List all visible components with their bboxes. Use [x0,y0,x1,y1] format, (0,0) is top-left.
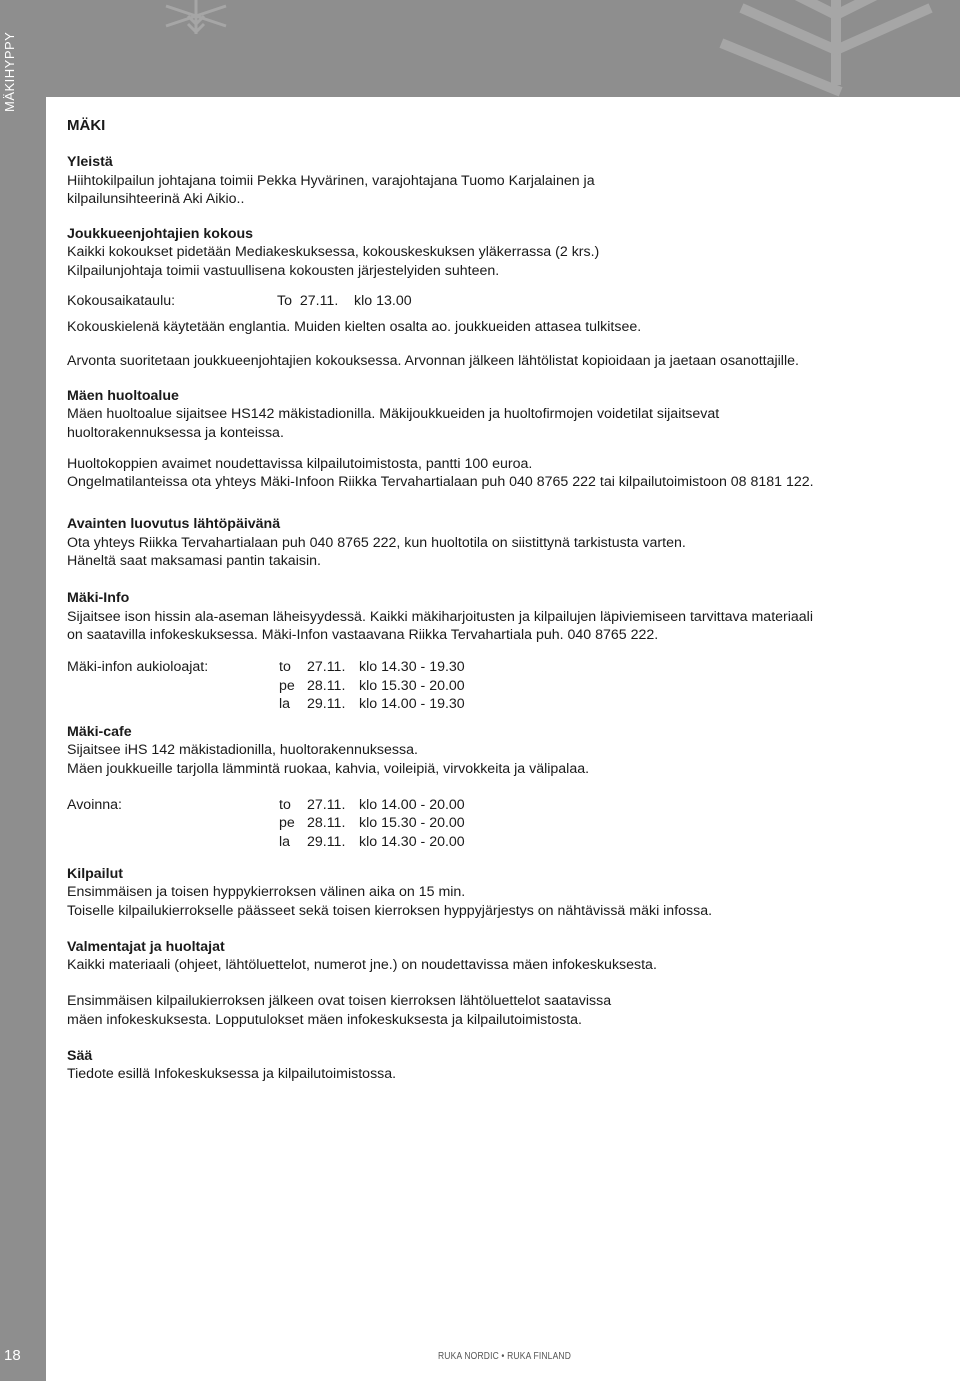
hours-day: to [279,659,291,676]
main-content [67,117,937,1101]
table-row [67,677,465,695]
hours-day: la [279,833,291,850]
section-heading: Mäki-cafe [67,724,132,741]
section-heading: Mäen huoltoalue [67,387,179,404]
section-joukkue [67,225,937,280]
info-hours-table [67,658,465,713]
section-heading: Kilpailut [67,865,123,882]
hours-date: 27.11. [307,659,346,676]
hours-time: klo 15.30 - 20.00 [359,677,465,694]
section-label: MÄKIHYPPY [2,31,17,112]
section-yleista [67,153,937,208]
body-text: Kilpailunjohtaja toimii vastuullisena kokousten järjestelyiden suhteen. [67,262,500,279]
body-text: Sijaitsee ison hissin ala-aseman läheisyydessä. Kaikki mäkiharjoitusten ja kilpailujen läpiviemiseen tarvittava materiaali [67,608,813,625]
hours-label: Mäki-infon aukioloajat: [67,659,209,676]
section-heading: Avainten luovutus lähtöpäivänä [67,516,281,533]
page-title: MÄKI [67,117,106,134]
schedule-value: To 27.11. klo 13.00 [277,293,412,310]
footer-brand: RUKA NORDIC • RUKA FINLAND [438,1351,572,1362]
schedule-label: Kokousaikataulu: [67,293,176,310]
cafe-hours-table [67,796,465,851]
hours-day: la [279,695,291,712]
table-row [67,695,465,713]
hours-day: pe [279,677,295,694]
snowflake-icon [151,0,241,36]
body-text: Ensimmäisen ja toisen hyppykierroksen välinen aika on 15 min. [67,884,466,901]
hours-date: 27.11. [307,797,346,814]
body-text: Häneltä saat maksamasi pantin takaisin. [67,553,321,570]
section-makiinfo [67,589,937,644]
hours-time: klo 14.00 - 20.00 [359,797,465,814]
table-row [67,658,465,676]
body-text: Hiihtokilpailun johtajana toimii Pekka Hyvärinen, varajohtajana Tuomo Karjalainen ja [67,172,595,189]
hours-time: klo 14.00 - 19.30 [359,695,465,712]
hours-date: 29.11. [307,833,346,850]
section-kilpailut [67,865,937,920]
body-text: Ota yhteys Riikka Tervahartialaan puh 040 8765 222, kun huoltotila on siistittynä tarkistusta varten. [67,534,686,551]
body-text: Huoltokoppien avaimet noudettavissa kilpailutoimistosta, pantti 100 euroa. [67,455,533,472]
hours-date: 28.11. [307,815,346,832]
body-text: kilpailunsihteerinä Aki Aikio.. [67,190,245,207]
section-makicafe [67,723,937,778]
section-heading: Valmentajat ja huoltajat [67,938,225,955]
table-row [67,814,465,832]
body-text: mäen infokeskuksesta. Lopputulokset mäen infokeskuksesta ja kilpailutoimistosta. [67,1011,582,1028]
body-text: Ongelmatilanteissa ota yhteys Mäki-Infoon Riikka Tervahartialaan puh 040 8765 222 tai kilpailutoimistoon 08 8181 122. [67,474,814,491]
body-text: Ensimmäisen kilpailukierroksen jälkeen ovat toisen kierroksen lähtöluettelot saatavissa [67,993,612,1010]
language-note: Kokouskielenä käytetään englantia. Muiden kielten osalta ao. joukkueiden attasea tulkitsee. [67,319,642,336]
section-valmentajat [67,938,937,975]
hours-time: klo 14.30 - 19.30 [359,659,465,676]
body-text: Mäen huoltoalue sijaitsee HS142 mäkistadionilla. Mäkijoukkueiden ja huoltofirmojen voidetilat sijaitsevat [67,406,720,423]
section-saa [67,1047,937,1084]
section-heading: Yleistä [67,154,113,171]
draw-note: Arvonta suoritetaan joukkueenjohtajien kokouksessa. Arvonnan jälkeen lähtölistat kopioidaan ja jaetaan osanottajille. [67,352,799,369]
tree-icon [686,0,936,97]
body-text: on saatavilla infokeskuksessa. Mäki-Infon vastaavana Riikka Tervahartiala puh. 040 8765 222. [67,626,659,643]
hours-time: klo 14.30 - 20.00 [359,833,465,850]
sidebar [0,0,46,1381]
body-text: Kaikki kokoukset pidetään Mediakeskuksessa, kokouskeskuksen yläkerrassa (2 krs.) [67,244,600,261]
body-text: huoltorakennuksessa ja konteissa. [67,424,284,441]
section-valmentajat-results [67,992,937,1029]
table-row [67,796,465,814]
body-text: Mäen joukkueille tarjolla lämmintä ruokaa, kahvia, voileipiä, virvokkeita ja välipalaa. [67,760,590,777]
hours-day: pe [279,815,295,832]
section-huoltoalue-keys [67,455,937,492]
section-heading: Joukkueenjohtajien kokous [67,226,254,243]
body-text: Tiedote esillä Infokeskuksessa ja kilpailutoimistossa. [67,1066,397,1083]
hours-date: 29.11. [307,695,346,712]
body-text: Kaikki materiaali (ohjeet, lähtöluettelot, numerot jne.) on noudettavissa mäen infokeskuksesta. [67,957,657,974]
hours-date: 28.11. [307,677,346,694]
page-number: 18 [0,1336,46,1381]
hours-time: klo 15.30 - 20.00 [359,815,465,832]
hours-day: to [279,797,291,814]
meeting-schedule [67,292,937,310]
body-text: Toiselle kilpailukierrokselle päässeet sekä toisen kierroksen hyppyjärjestys on nähtävissä mäki infossa. [67,902,713,919]
table-row [67,833,465,851]
header-banner [46,0,960,97]
section-heading: Sää [67,1047,93,1064]
section-heading: Mäki-Info [67,590,130,607]
body-text: Sijaitsee iHS 142 mäkistadionilla, huoltorakennuksessa. [67,742,418,759]
section-avaimet [67,515,937,570]
section-huoltoalue [67,387,937,442]
hours-label: Avoinna: [67,797,122,814]
